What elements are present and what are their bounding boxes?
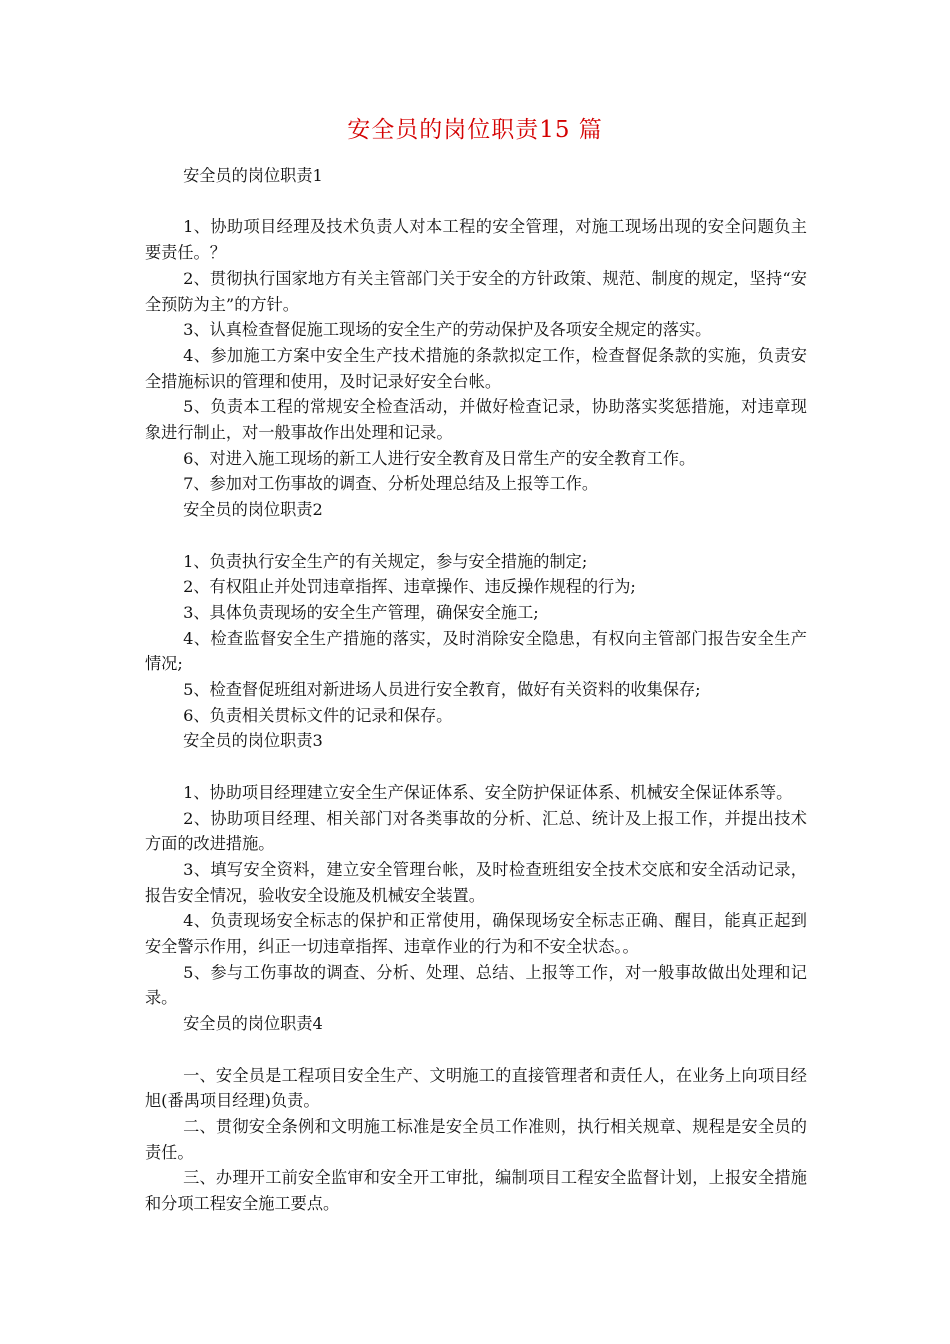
section-heading: 安全员的岗位职责1: [183, 166, 323, 185]
paragraph: 1、协助项目经理建立安全生产保证体系、安全防护保证体系、机械安全保证体系等。: [183, 782, 793, 802]
paragraph: 1、协助项目经理及技术负责人对本工程的安全管理，对施工现场出现的安全问题负主要责任。？: [145, 217, 807, 263]
paragraph: 4、负责现场安全标志的保护和正常使用，确保现场安全标志正确、醒目，能真正起到安全警示作用，纠正一切违章指挥、违章作业的行为和不安全状态。。: [145, 911, 807, 957]
paragraph: 3、具体负责现场的安全生产管理，确保安全施工;: [183, 602, 539, 622]
paragraph: 6、对进入施工现场的新工人进行安全教育及日常生产的安全教育工作。: [183, 448, 696, 468]
section-heading: 安全员的岗位职责4: [183, 1014, 323, 1034]
paragraph: 2、贯彻执行国家地方有关主管部门关于安全的方针政策、规范、制度的规定，坚持“安全预防为主”的方针。: [145, 268, 807, 314]
paragraph: 1、负责执行安全生产的有关规定，参与安全措施的制定;: [183, 551, 588, 571]
paragraph: 5、检查督促班组对新进场人员进行安全教育，做好有关资料的收集保存;: [183, 680, 701, 700]
paragraph: 2、有权阻止并处罚违章指挥、违章操作、违反操作规程的行为;: [183, 577, 636, 597]
paragraph: 3、认真检查督促施工现场的安全生产的劳动保护及各项安全规定的落实。: [183, 320, 712, 340]
paragraph: 7、参加对工伤事故的调查、分析处理总结及上报等工作。: [183, 474, 599, 494]
paragraph: 4、参加施工方案中安全生产技术措施的条款拟定工作，检查督促条款的实施，负责安全措施标识的管理和使用，及时记录好安全台帐。: [145, 345, 807, 391]
section-heading: 安全员的岗位职责2: [183, 500, 323, 520]
paragraph: 2、协助项目经理、相关部门对各类事故的分析、汇总、统计及上报工作，并提出技术方面的改进措施。: [145, 808, 807, 854]
paragraph: 6、负责相关贯标文件的记录和保存。: [183, 705, 453, 725]
section-heading: 安全员的岗位职责3: [183, 731, 323, 751]
paragraph: 4、检查监督安全生产措施的落实，及时消除安全隐患，有权向主管部门报告安全生产情况;: [145, 628, 807, 674]
paragraph: 3、填写安全资料，建立安全管理台帐，及时检查班组安全技术交底和安全活动记录，报告安全情况，验收安全设施及机械安全装置。: [145, 859, 807, 905]
paragraph: 二、贯彻安全条例和文明施工标准是安全员工作准则，执行相关规章、规程是安全员的责任。: [145, 1116, 807, 1162]
document-body: [145, 163, 807, 1217]
paragraph: 5、参与工伤事故的调查、分析、处理、总结、上报等工作，对一般事故做出处理和记录。: [145, 962, 807, 1008]
paragraph: 5、负责本工程的常规安全检查活动，并做好检查记录，协助落实奖惩措施，对违章现象进行制止，对一般事故作出处理和记录。: [145, 397, 807, 443]
document-title: 安全员的岗位职责15 篇: [347, 117, 603, 143]
paragraph: 一、安全员是工程项目安全生产、文明施工的直接管理者和责任人，在业务上向项目经旭(番禺项目经理)负责。: [145, 1065, 807, 1111]
paragraph: 三、办理开工前安全监审和安全开工审批，编制项目工程安全监督计划，上报安全措施和分项工程安全施工要点。: [145, 1168, 807, 1214]
